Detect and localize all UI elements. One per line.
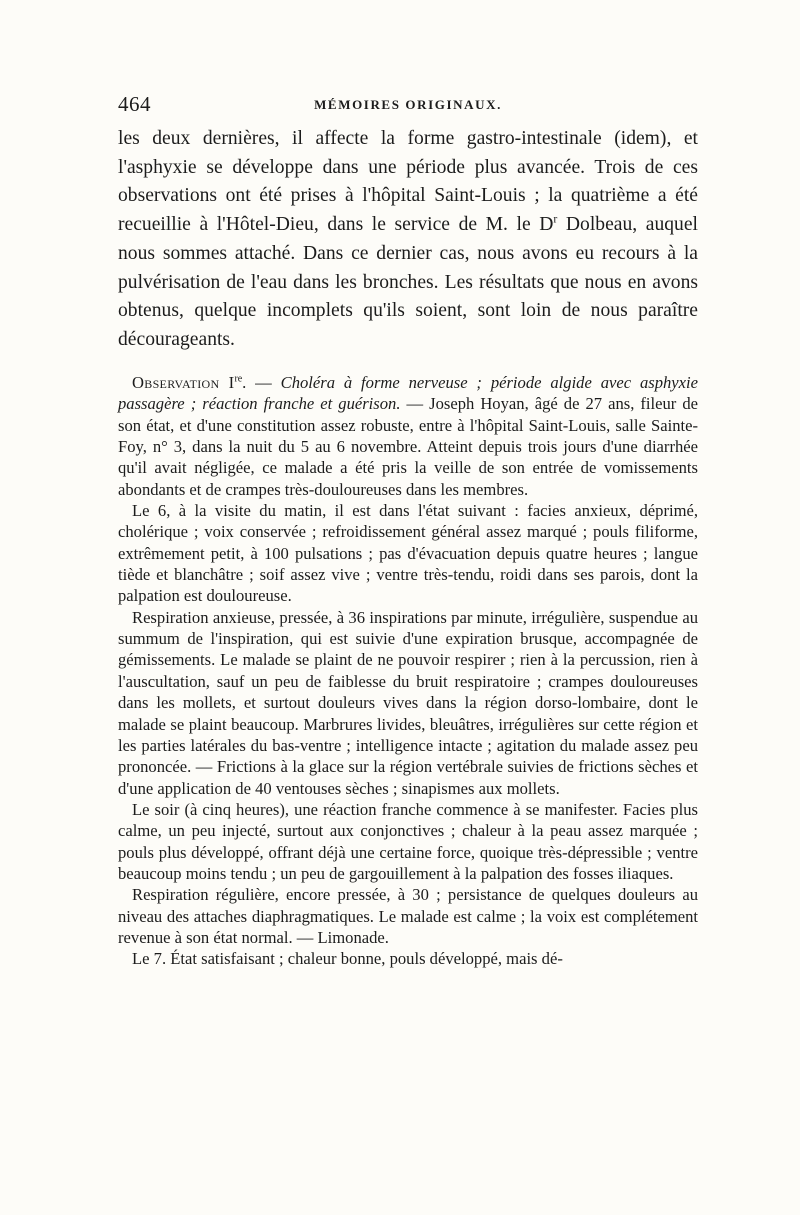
observation-intro-text: — Joseph Hoyan, âgé de 27 ans, fileur de son état, et d'une constitution assez robuste, entre à l'hôpital Saint-Louis, salle Sainte-Foy, n° 3, dans la nuit du 5 au 6 novembre. Atteint depuis trois jours d'une diarrhée qu'il avait négligée, ce malade a été pris la veille de son entrée de vomissements abondants et de crampes très-douloureuses dans les membres. [118,394,698,499]
observation-heading-paragraph [118,372,698,500]
intro-text [118,125,698,355]
observation-label-sup: re [234,373,243,385]
doctor-abbrev: D [539,214,554,236]
intro-paragraph [118,125,698,355]
intro-text-start: les deux dernières, il affecte la forme gastro-intestinale (idem), et l'asphyxie se développe dans une période plus avancée. Trois de ces observations ont été prises à l'hôpital Saint-Louis ; la quatrième a été recueillie à l'Hôtel-Dieu, dans le service de M. le [118,128,698,236]
observation-label: Observation I [132,373,235,392]
observation-section [118,372,698,970]
observation-title: Choléra à forme nerveuse ; période algide avec asphyxie passagère ; réaction franche et guérison. [118,373,698,414]
page-number: 464 [118,92,151,116]
intro-text-end: Dolbeau, auquel nous sommes attaché. Dans ce dernier cas, nous avons eu recours à la pulvérisation de l'eau dans les bronches. Les résultats que nous en avons obtenus, quelque incomplets qu'ils soient, sont loin de nous paraître décourageants. [118,214,698,350]
observation-paragraph-respiration: Respiration anxieuse, pressée, à 36 inspirations par minute, irrégulière, suspendue au summum de l'inspiration, qui est suivie d'une expiration brusque, accompagnée de gémissements. Le malade se plaint de ne pouvoir respirer ; rien à la percussion, rien à l'auscultation, sauf un peu de faiblesse du bruit respiratoire ; crampes douloureuses dans les mollets, et surtout douleurs vives dans la région dorso-lombaire, dont le malade se plaint beaucoup. Marbrures livides, bleuâtres, irrégulières sur cette région et les parties latérales du bas-ventre ; intelligence intacte ; agitation du malade assez peu prononcée. — Frictions à la glace sur la région vertébrale suivies de frictions sèches et d'une application de 40 ventouses sèches ; sinapismes aux mollets. [118,607,698,798]
observation-paragraph-respiration-evening: Respiration régulière, encore pressée, à 30 ; persistance de quelques douleurs au niveau des attaches diaphragmatiques. Le malade est calme ; la voix est complétement revenue à son état normal. — Limonade. [118,885,698,947]
page-header [118,92,698,122]
observation-paragraph-day6-evening: Le soir (à cinq heures), une réaction franche commence à se manifester. Facies plus calme, un peu injecté, surtout aux conjonctives ; chaleur à la peau assez marquée ; pouls plus développé, offrant déjà une certaine force, quoique très-dépressible ; ventre beaucoup moins tendu ; un peu de gargouillement à la palpation des fosses iliaques. [118,799,698,883]
observation-label-separator: . — [242,373,281,392]
running-title: MÉMOIRES ORIGINAUX. [314,97,502,112]
observation-paragraph-day7: Le 7. État satisfaisant ; chaleur bonne, pouls développé, mais dé- [132,949,563,969]
doctor-abbrev-sup: r [553,212,558,226]
observation-paragraph-day6-morning: Le 6, à la visite du matin, il est dans l'état suivant : facies anxieux, déprimé, cholérique ; voix conservée ; refroidissement général assez marqué ; pouls filiforme, extrêmement petit, à 100 pulsations ; pas d'évacuation depuis quatre heures ; langue tiède et blanchâtre ; soif assez vive ; ventre très-tendu, roidi dans ses parois, dont la palpation est douloureuse. [118,501,698,606]
